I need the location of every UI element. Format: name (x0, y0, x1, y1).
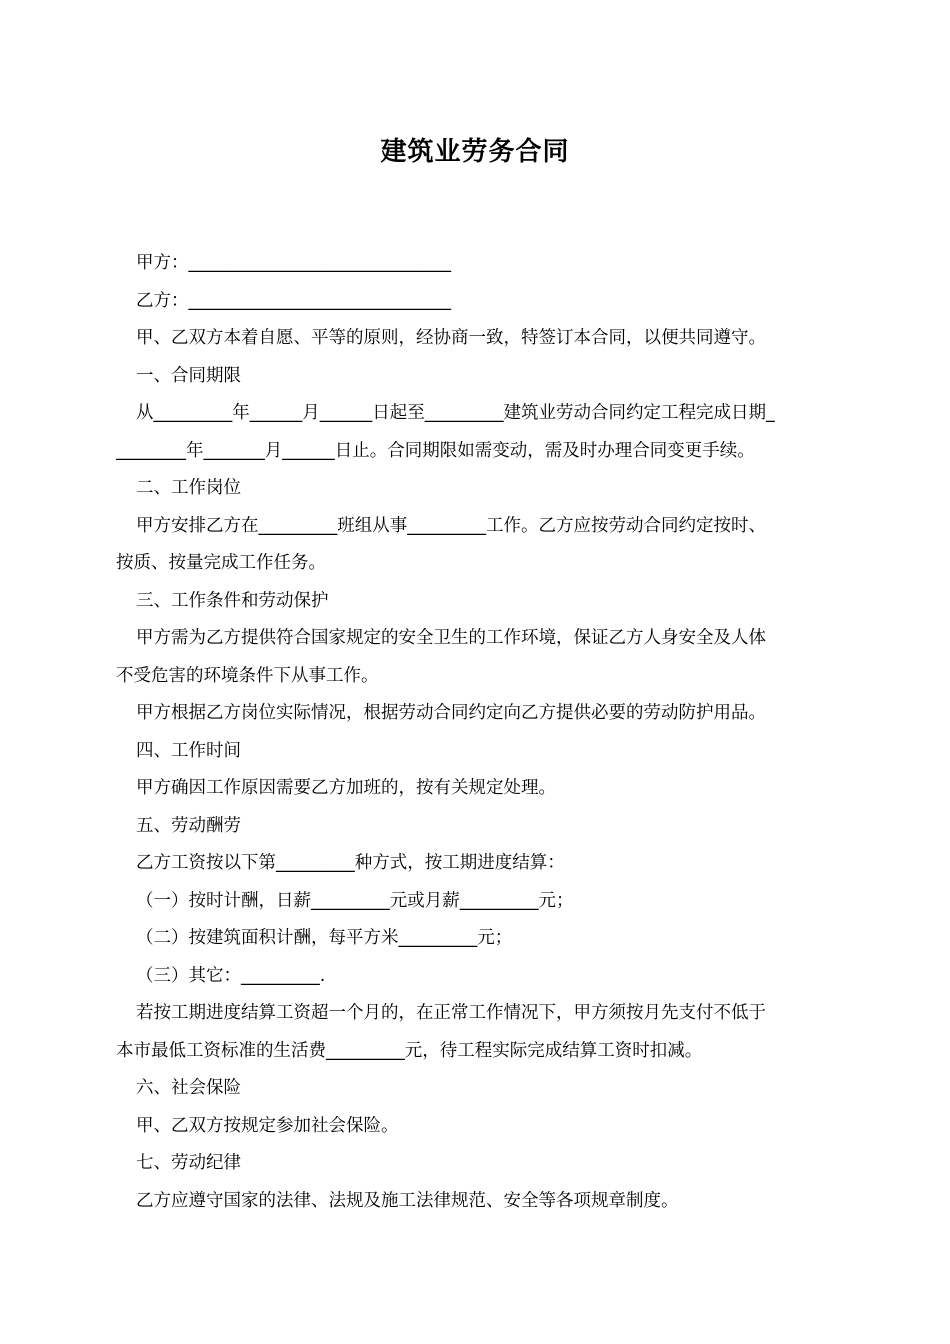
section-heading-pay: 五、劳动酬劳 (136, 815, 241, 836)
document-title: 建筑业劳务合同 (380, 137, 570, 167)
position-paragraph-line-1: 甲方安排乙方在_________班组从事_________工作。乙方应按劳动合同约定按时、 (136, 515, 766, 536)
party-a-line: 甲方：______________________________ (136, 253, 451, 273)
section-heading-insurance: 六、社会保险 (136, 1078, 241, 1098)
term-paragraph-line-2: ________年_______月______日止。合同期限如需变动，需及时办理合同变更手续。 (116, 440, 755, 461)
conditions-paragraph-line-2: 不受危害的环境条件下从事工作。 (116, 665, 379, 686)
insurance-paragraph: 甲、乙双方按规定参加社会保险。 (136, 1115, 399, 1136)
section-heading-hours: 四、工作时间 (136, 740, 241, 761)
pay-intro-paragraph: 乙方工资按以下第_________种方式，按工期进度结算： (136, 853, 565, 873)
section-heading-term: 一、合同期限 (136, 365, 241, 386)
hours-paragraph: 甲方确因工作原因需要乙方加班的，按有关规定处理。 (136, 778, 556, 798)
preamble-paragraph: 甲、乙双方本着自愿、平等的原则，经协商一致，特签订本合同，以便共同遵守。 (136, 328, 766, 348)
pay-option-3: （三）其它：_________. (136, 965, 326, 986)
protection-paragraph: 甲方根据乙方岗位实际情况，根据劳动合同约定向乙方提供必要的劳动防护用品。 (136, 703, 766, 723)
term-paragraph-line-1: 从_________年______月______日起至_________建筑业劳动合同约定工程完成日期_ (136, 403, 775, 423)
pay-option-2: （二）按建筑面积计酬，每平方米_________元； (136, 928, 513, 948)
section-heading-position: 二、工作岗位 (136, 478, 241, 498)
pay-option-1: （一）按时计酬，日薪_________元或月薪_________元； (136, 890, 574, 911)
conditions-paragraph-line-1: 甲方需为乙方提供符合国家规定的安全卫生的工作环境，保证乙方人身安全及人体 (136, 628, 766, 648)
section-heading-conditions: 三、工作条件和劳动保护 (136, 590, 329, 611)
living-allowance-paragraph-line-2: 本市最低工资标准的生活费_________元，待工程实际完成结算工资时扣减。 (116, 1040, 703, 1061)
discipline-paragraph: 乙方应遵守国家的法律、法规及施工法律规范、安全等各项规章制度。 (136, 1190, 679, 1211)
living-allowance-paragraph-line-1: 若按工期进度结算工资超一个月的，在正常工作情况下，甲方须按月先支付不低于 (136, 1003, 766, 1023)
section-heading-discipline: 七、劳动纪律 (136, 1153, 241, 1173)
position-paragraph-line-2: 按质、按量完成工作任务。 (116, 553, 326, 573)
document-body (116, 245, 836, 1220)
party-b-line: 乙方：______________________________ (136, 290, 451, 311)
